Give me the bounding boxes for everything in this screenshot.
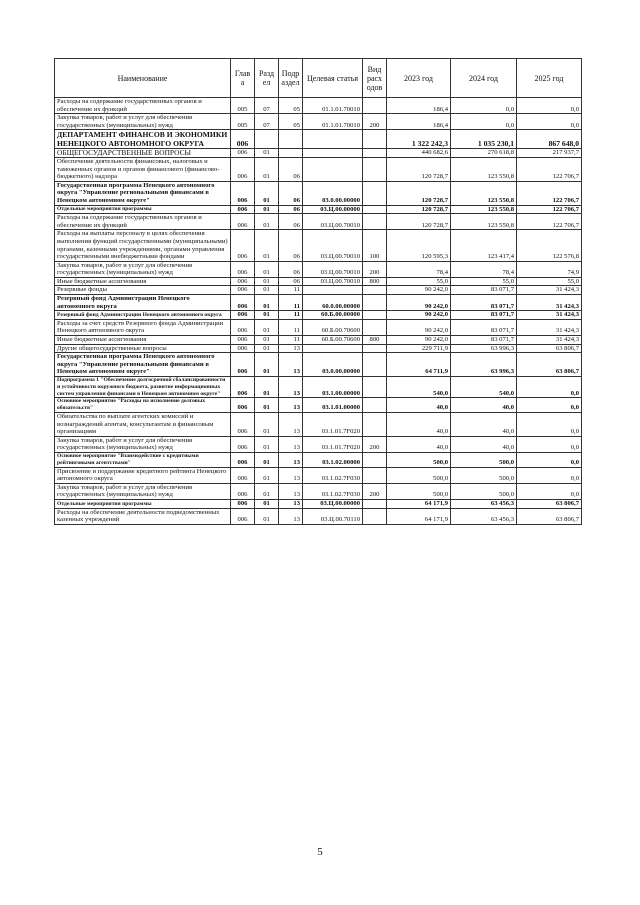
row-2025: 63 806,7 — [517, 344, 582, 353]
row-2024: 83 071,7 — [451, 286, 517, 295]
row-podrazdel: 11 — [279, 319, 303, 335]
row-razdel: 01 — [255, 499, 279, 508]
row-2025: 0,0 — [517, 98, 582, 114]
row-vid — [363, 452, 387, 467]
row-glava: 006 — [231, 214, 255, 230]
row-article: 03.1.02.00000 — [303, 452, 363, 467]
row-2025: 0,0 — [517, 114, 582, 130]
row-2023: 55,0 — [387, 277, 451, 286]
row-glava: 006 — [231, 205, 255, 214]
row-podrazdel: 13 — [279, 467, 303, 483]
row-podrazdel: 06 — [279, 261, 303, 277]
row-2024: 123 550,8 — [451, 157, 517, 181]
row-razdel: 01 — [255, 286, 279, 295]
row-glava: 006 — [231, 344, 255, 353]
row-vid — [363, 98, 387, 114]
row-podrazdel: 06 — [279, 230, 303, 261]
row-vid — [363, 412, 387, 436]
row-glava: 006 — [231, 230, 255, 261]
row-podrazdel: 13 — [279, 452, 303, 467]
row-article: 03.1.00.00000 — [303, 377, 363, 398]
row-vid — [363, 377, 387, 398]
table-row — [55, 205, 582, 214]
table-row — [55, 130, 582, 149]
row-2025: 31 424,3 — [517, 336, 582, 345]
row-podrazdel: 13 — [279, 483, 303, 499]
row-vid — [363, 286, 387, 295]
row-2025: 31 424,3 — [517, 311, 582, 320]
table-row — [55, 344, 582, 353]
row-2024: 40,0 — [451, 436, 517, 452]
row-2024: 63 456,3 — [451, 508, 517, 524]
row-2024: 78,4 — [451, 261, 517, 277]
row-glava: 006 — [231, 311, 255, 320]
row-name: ОБЩЕГОСУДАРСТВЕННЫЕ ВОПРОСЫ — [55, 149, 231, 158]
row-razdel: 01 — [255, 205, 279, 214]
table-row — [55, 452, 582, 467]
row-2024: 123 550,8 — [451, 181, 517, 205]
row-2024: 270 618,8 — [451, 149, 517, 158]
row-glava: 006 — [231, 286, 255, 295]
row-razdel: 01 — [255, 452, 279, 467]
row-name: Основное мероприятие "Расходы на исполнение долговых обязательств" — [55, 398, 231, 413]
row-name: Основное мероприятие "Взаимодействие с кредитными рейтинговыми агентствами" — [55, 452, 231, 467]
row-article: 03.0.00.00000 — [303, 353, 363, 377]
row-podrazdel — [279, 149, 303, 158]
row-vid — [363, 353, 387, 377]
row-razdel: 01 — [255, 412, 279, 436]
table-row — [55, 398, 582, 413]
row-2023: 1 322 242,3 — [387, 130, 451, 149]
row-razdel: 07 — [255, 98, 279, 114]
row-2025: 63 806,7 — [517, 499, 582, 508]
row-vid — [363, 214, 387, 230]
row-2025: 122 576,8 — [517, 230, 582, 261]
table-row — [55, 319, 582, 335]
table-row — [55, 98, 582, 114]
row-vid — [363, 295, 387, 311]
table-row — [55, 508, 582, 524]
table-row — [55, 377, 582, 398]
row-2023: 229 711,9 — [387, 344, 451, 353]
row-2023: 90 242,0 — [387, 336, 451, 345]
table-row — [55, 214, 582, 230]
row-podrazdel: 06 — [279, 157, 303, 181]
table-row — [55, 230, 582, 261]
row-2023: 186,4 — [387, 98, 451, 114]
row-2023: 120 728,7 — [387, 205, 451, 214]
row-article: 60.Б.00.70600 — [303, 336, 363, 345]
row-2025: 31 424,3 — [517, 319, 582, 335]
table-row — [55, 181, 582, 205]
row-2024: 0,0 — [451, 114, 517, 130]
row-2025: 63 806,7 — [517, 353, 582, 377]
table-row — [55, 149, 582, 158]
row-2023: 120 728,7 — [387, 181, 451, 205]
table-row — [55, 467, 582, 483]
row-razdel: 01 — [255, 311, 279, 320]
row-2024: 500,0 — [451, 483, 517, 499]
row-2024: 83 071,7 — [451, 311, 517, 320]
table-row — [55, 277, 582, 286]
row-name: Расходы на содержание государственных органов и обеспечение их функций — [55, 98, 231, 114]
row-vid — [363, 149, 387, 158]
row-name: ДЕПАРТАМЕНТ ФИНАНСОВ И ЭКОНОМИКИ НЕНЕЦКОГО АВТОНОМНОГО ОКРУГА — [55, 130, 231, 149]
row-name: Отдельные мероприятия программы — [55, 205, 231, 214]
row-vid: 800 — [363, 277, 387, 286]
row-podrazdel: 06 — [279, 205, 303, 214]
row-vid — [363, 157, 387, 181]
row-2025: 0,0 — [517, 467, 582, 483]
header-podrazdel: Подр аздел — [279, 59, 303, 98]
row-2025: 122 706,7 — [517, 214, 582, 230]
table-row — [55, 483, 582, 499]
row-2023: 40,0 — [387, 398, 451, 413]
row-2024: 63 456,3 — [451, 499, 517, 508]
row-glava: 006 — [231, 452, 255, 467]
row-glava: 006 — [231, 277, 255, 286]
row-2024: 500,0 — [451, 467, 517, 483]
row-article: 03.Ц.00.70010 — [303, 230, 363, 261]
row-razdel: 01 — [255, 214, 279, 230]
row-2025: 63 806,7 — [517, 508, 582, 524]
header-2025: 2025 год — [517, 59, 582, 98]
row-2023: 186,4 — [387, 114, 451, 130]
table-row — [55, 353, 582, 377]
row-podrazdel: 13 — [279, 353, 303, 377]
row-glava: 006 — [231, 436, 255, 452]
table-row — [55, 157, 582, 181]
row-name: Расходы на обеспечение деятельности подведомственных казенных учреждений — [55, 508, 231, 524]
row-glava: 006 — [231, 261, 255, 277]
row-podrazdel: 13 — [279, 412, 303, 436]
row-glava: 006 — [231, 157, 255, 181]
row-2024: 55,0 — [451, 277, 517, 286]
row-vid: 200 — [363, 436, 387, 452]
row-2024: 40,0 — [451, 398, 517, 413]
row-vid — [363, 130, 387, 149]
row-article — [303, 157, 363, 181]
row-razdel: 01 — [255, 181, 279, 205]
row-name: Обеспечение деятельности финансовых, налоговых и таможенных органов и органов финансового (финансово-бюджетного) надзора — [55, 157, 231, 181]
row-2025: 0,0 — [517, 483, 582, 499]
row-vid — [363, 344, 387, 353]
row-podrazdel: 13 — [279, 436, 303, 452]
row-2023: 120 728,7 — [387, 214, 451, 230]
page-number: 5 — [317, 846, 323, 858]
row-2023: 40,0 — [387, 436, 451, 452]
row-razdel: 01 — [255, 336, 279, 345]
row-2025: 0,0 — [517, 452, 582, 467]
row-glava: 006 — [231, 149, 255, 158]
table-body — [55, 98, 582, 525]
header-article: Целевая статья — [303, 59, 363, 98]
row-name: Присвоение и поддержание кредитного рейтинга Ненецкого автономного округа — [55, 467, 231, 483]
row-article: 03.1.01.7F020 — [303, 436, 363, 452]
row-name: Закупка товаров, работ и услуг для обеспечения государственных (муниципальных) нужд — [55, 436, 231, 452]
row-glava: 006 — [231, 412, 255, 436]
row-podrazdel: 13 — [279, 344, 303, 353]
row-2024: 83 071,7 — [451, 319, 517, 335]
row-article — [303, 149, 363, 158]
row-name: Закупка товаров, работ и услуг для обеспечения государственных (муниципальных) нужд — [55, 114, 231, 130]
row-razdel: 01 — [255, 230, 279, 261]
row-name: Обязательства по выплате агентских комиссий и вознаграждений агентам, консультантам и финансовым организациям — [55, 412, 231, 436]
row-2025: 122 706,7 — [517, 157, 582, 181]
table-row — [55, 499, 582, 508]
row-razdel: 01 — [255, 398, 279, 413]
row-vid — [363, 398, 387, 413]
table-row — [55, 114, 582, 130]
row-razdel: 01 — [255, 295, 279, 311]
row-name: Расходы на содержание государственных органов и обеспечение их функций — [55, 214, 231, 230]
row-razdel: 01 — [255, 353, 279, 377]
table-row — [55, 261, 582, 277]
row-2025: 867 648,0 — [517, 130, 582, 149]
row-podrazdel: 13 — [279, 377, 303, 398]
row-name: Резервные фонды — [55, 286, 231, 295]
row-name: Государственная программа Ненецкого автономного округа "Управление региональными финансами в Ненецком автономном округе" — [55, 181, 231, 205]
row-article: 03.Ц.00.00000 — [303, 499, 363, 508]
row-glava: 006 — [231, 398, 255, 413]
row-podrazdel: 06 — [279, 214, 303, 230]
row-article — [303, 344, 363, 353]
row-2023: 64 171,9 — [387, 508, 451, 524]
row-2023: 90 242,0 — [387, 311, 451, 320]
row-glava: 006 — [231, 130, 255, 149]
row-podrazdel: 05 — [279, 98, 303, 114]
row-glava: 006 — [231, 508, 255, 524]
row-article: 01.1.01.70010 — [303, 114, 363, 130]
row-podrazdel: 11 — [279, 295, 303, 311]
row-2023: 500,0 — [387, 452, 451, 467]
row-glava: 006 — [231, 353, 255, 377]
row-2024: 0,0 — [451, 98, 517, 114]
row-2023: 90 242,0 — [387, 319, 451, 335]
row-vid: 100 — [363, 230, 387, 261]
row-vid: 200 — [363, 261, 387, 277]
row-razdel: 01 — [255, 436, 279, 452]
row-2025: 0,0 — [517, 412, 582, 436]
row-name: Расходы на выплаты персоналу в целях обеспечения выполнения функций государственными (муниципальными) органами, казенными учреждениями, органами управления государственными внебюджетными фондами — [55, 230, 231, 261]
row-article: 03.Ц.00.70010 — [303, 277, 363, 286]
row-2025: 31 424,3 — [517, 295, 582, 311]
row-razdel: 01 — [255, 467, 279, 483]
row-vid: 200 — [363, 114, 387, 130]
row-2024: 83 071,7 — [451, 336, 517, 345]
row-article: 03.1.01.7F020 — [303, 412, 363, 436]
row-2023: 40,0 — [387, 412, 451, 436]
row-2023: 120 595,3 — [387, 230, 451, 261]
budget-table — [54, 58, 582, 525]
row-article: 03.Ц.00.70110 — [303, 508, 363, 524]
row-name: Подпрограмма 1 "Обеспечение долгосрочной сбалансированности и устойчивости окружного бюджета, развитие информационных систем управления финансами в Ненецком автономном округе" — [55, 377, 231, 398]
row-razdel: 07 — [255, 114, 279, 130]
row-name: Иные бюджетные ассигнования — [55, 336, 231, 345]
row-podrazdel: 11 — [279, 336, 303, 345]
row-2024: 1 035 230,1 — [451, 130, 517, 149]
row-vid: 200 — [363, 483, 387, 499]
row-2024: 83 071,7 — [451, 295, 517, 311]
row-2025: 0,0 — [517, 377, 582, 398]
row-2023: 90 242,0 — [387, 295, 451, 311]
row-2024: 40,0 — [451, 412, 517, 436]
row-2025: 122 706,7 — [517, 205, 582, 214]
row-2024: 63 996,3 — [451, 344, 517, 353]
row-name: Закупка товаров, работ и услуг для обеспечения государственных (муниципальных) нужд — [55, 483, 231, 499]
row-glava: 006 — [231, 499, 255, 508]
row-vid — [363, 467, 387, 483]
row-podrazdel: 05 — [279, 114, 303, 130]
table-row — [55, 295, 582, 311]
row-podrazdel: 13 — [279, 508, 303, 524]
row-article: 03.Ц.00.00000 — [303, 205, 363, 214]
row-podrazdel: 11 — [279, 311, 303, 320]
row-article: 03.0.00.00000 — [303, 181, 363, 205]
row-podrazdel: 11 — [279, 286, 303, 295]
table-row — [55, 286, 582, 295]
row-2025: 31 424,3 — [517, 286, 582, 295]
row-razdel: 01 — [255, 319, 279, 335]
row-glava: 006 — [231, 295, 255, 311]
row-vid — [363, 205, 387, 214]
row-razdel: 01 — [255, 261, 279, 277]
row-article: 60.0.00.00000 — [303, 295, 363, 311]
row-razdel: 01 — [255, 377, 279, 398]
row-glava: 006 — [231, 336, 255, 345]
table-header-row — [55, 59, 582, 98]
row-article: 60.Б.00.00000 — [303, 311, 363, 320]
row-2023: 78,4 — [387, 261, 451, 277]
row-2023: 500,0 — [387, 467, 451, 483]
row-2025: 0,0 — [517, 398, 582, 413]
row-2023: 120 728,7 — [387, 157, 451, 181]
row-glava: 006 — [231, 467, 255, 483]
row-2023: 440 682,6 — [387, 149, 451, 158]
table-row — [55, 436, 582, 452]
header-2023: 2023 год — [387, 59, 451, 98]
header-2024: 2024 год — [451, 59, 517, 98]
row-2025: 0,0 — [517, 436, 582, 452]
row-article: 03.Ц.00.70010 — [303, 214, 363, 230]
row-2024: 123 417,4 — [451, 230, 517, 261]
row-2024: 123 550,8 — [451, 214, 517, 230]
table-row — [55, 336, 582, 345]
row-podrazdel: 13 — [279, 499, 303, 508]
row-2023: 64 171,9 — [387, 499, 451, 508]
row-name: Расходы за счет средств Резервного фонда Администрации Ненецкого автономного округа — [55, 319, 231, 335]
row-article: 03.1.02.7F030 — [303, 467, 363, 483]
row-razdel: 01 — [255, 157, 279, 181]
row-vid — [363, 508, 387, 524]
row-vid — [363, 319, 387, 335]
row-glava: 006 — [231, 181, 255, 205]
row-article — [303, 286, 363, 295]
row-name: Закупка товаров, работ и услуг для обеспечения государственных (муниципальных) нужд — [55, 261, 231, 277]
row-article — [303, 130, 363, 149]
row-glava: 006 — [231, 483, 255, 499]
header-vid: Вид расх одов — [363, 59, 387, 98]
row-vid — [363, 311, 387, 320]
row-2024: 123 550,8 — [451, 205, 517, 214]
row-vid: 800 — [363, 336, 387, 345]
row-name: Резервный фонд Администрации Ненецкого автономного округа — [55, 311, 231, 320]
table-row — [55, 311, 582, 320]
row-razdel — [255, 130, 279, 149]
header-name: Наименование — [55, 59, 231, 98]
row-glava: 005 — [231, 98, 255, 114]
row-2025: 217 937,7 — [517, 149, 582, 158]
row-name: Иные бюджетные ассигнования — [55, 277, 231, 286]
row-2024: 500,0 — [451, 452, 517, 467]
row-glava: 006 — [231, 377, 255, 398]
row-2025: 55,0 — [517, 277, 582, 286]
row-razdel: 01 — [255, 508, 279, 524]
row-razdel: 01 — [255, 277, 279, 286]
row-podrazdel: 06 — [279, 277, 303, 286]
row-razdel: 01 — [255, 149, 279, 158]
row-2023: 500,0 — [387, 483, 451, 499]
row-2023: 540,0 — [387, 377, 451, 398]
row-name: Резервный фонд Администрации Ненецкого автономного округа — [55, 295, 231, 311]
table-row — [55, 412, 582, 436]
row-name: Государственная программа Ненецкого автономного округа "Управление региональными финансами в Ненецком автономном округе" — [55, 353, 231, 377]
row-name: Другие общегосударственные вопросы — [55, 344, 231, 353]
row-article: 03.1.02.7F030 — [303, 483, 363, 499]
row-2024: 540,0 — [451, 377, 517, 398]
row-article: 60.Б.00.70600 — [303, 319, 363, 335]
row-article: 03.1.01.00000 — [303, 398, 363, 413]
row-2025: 122 706,7 — [517, 181, 582, 205]
row-podrazdel — [279, 130, 303, 149]
row-razdel: 01 — [255, 483, 279, 499]
row-2023: 90 242,0 — [387, 286, 451, 295]
row-podrazdel: 13 — [279, 398, 303, 413]
row-2024: 63 996,3 — [451, 353, 517, 377]
row-glava: 006 — [231, 319, 255, 335]
header-razdel: Разд ел — [255, 59, 279, 98]
row-article: 03.Ц.00.70010 — [303, 261, 363, 277]
row-2023: 64 711,9 — [387, 353, 451, 377]
row-razdel: 01 — [255, 344, 279, 353]
row-podrazdel: 06 — [279, 181, 303, 205]
row-glava: 005 — [231, 114, 255, 130]
header-glava: Глав а — [231, 59, 255, 98]
row-name: Отдельные мероприятия программы — [55, 499, 231, 508]
row-2025: 74,9 — [517, 261, 582, 277]
row-vid — [363, 499, 387, 508]
row-article: 01.1.01.70010 — [303, 98, 363, 114]
row-vid — [363, 181, 387, 205]
